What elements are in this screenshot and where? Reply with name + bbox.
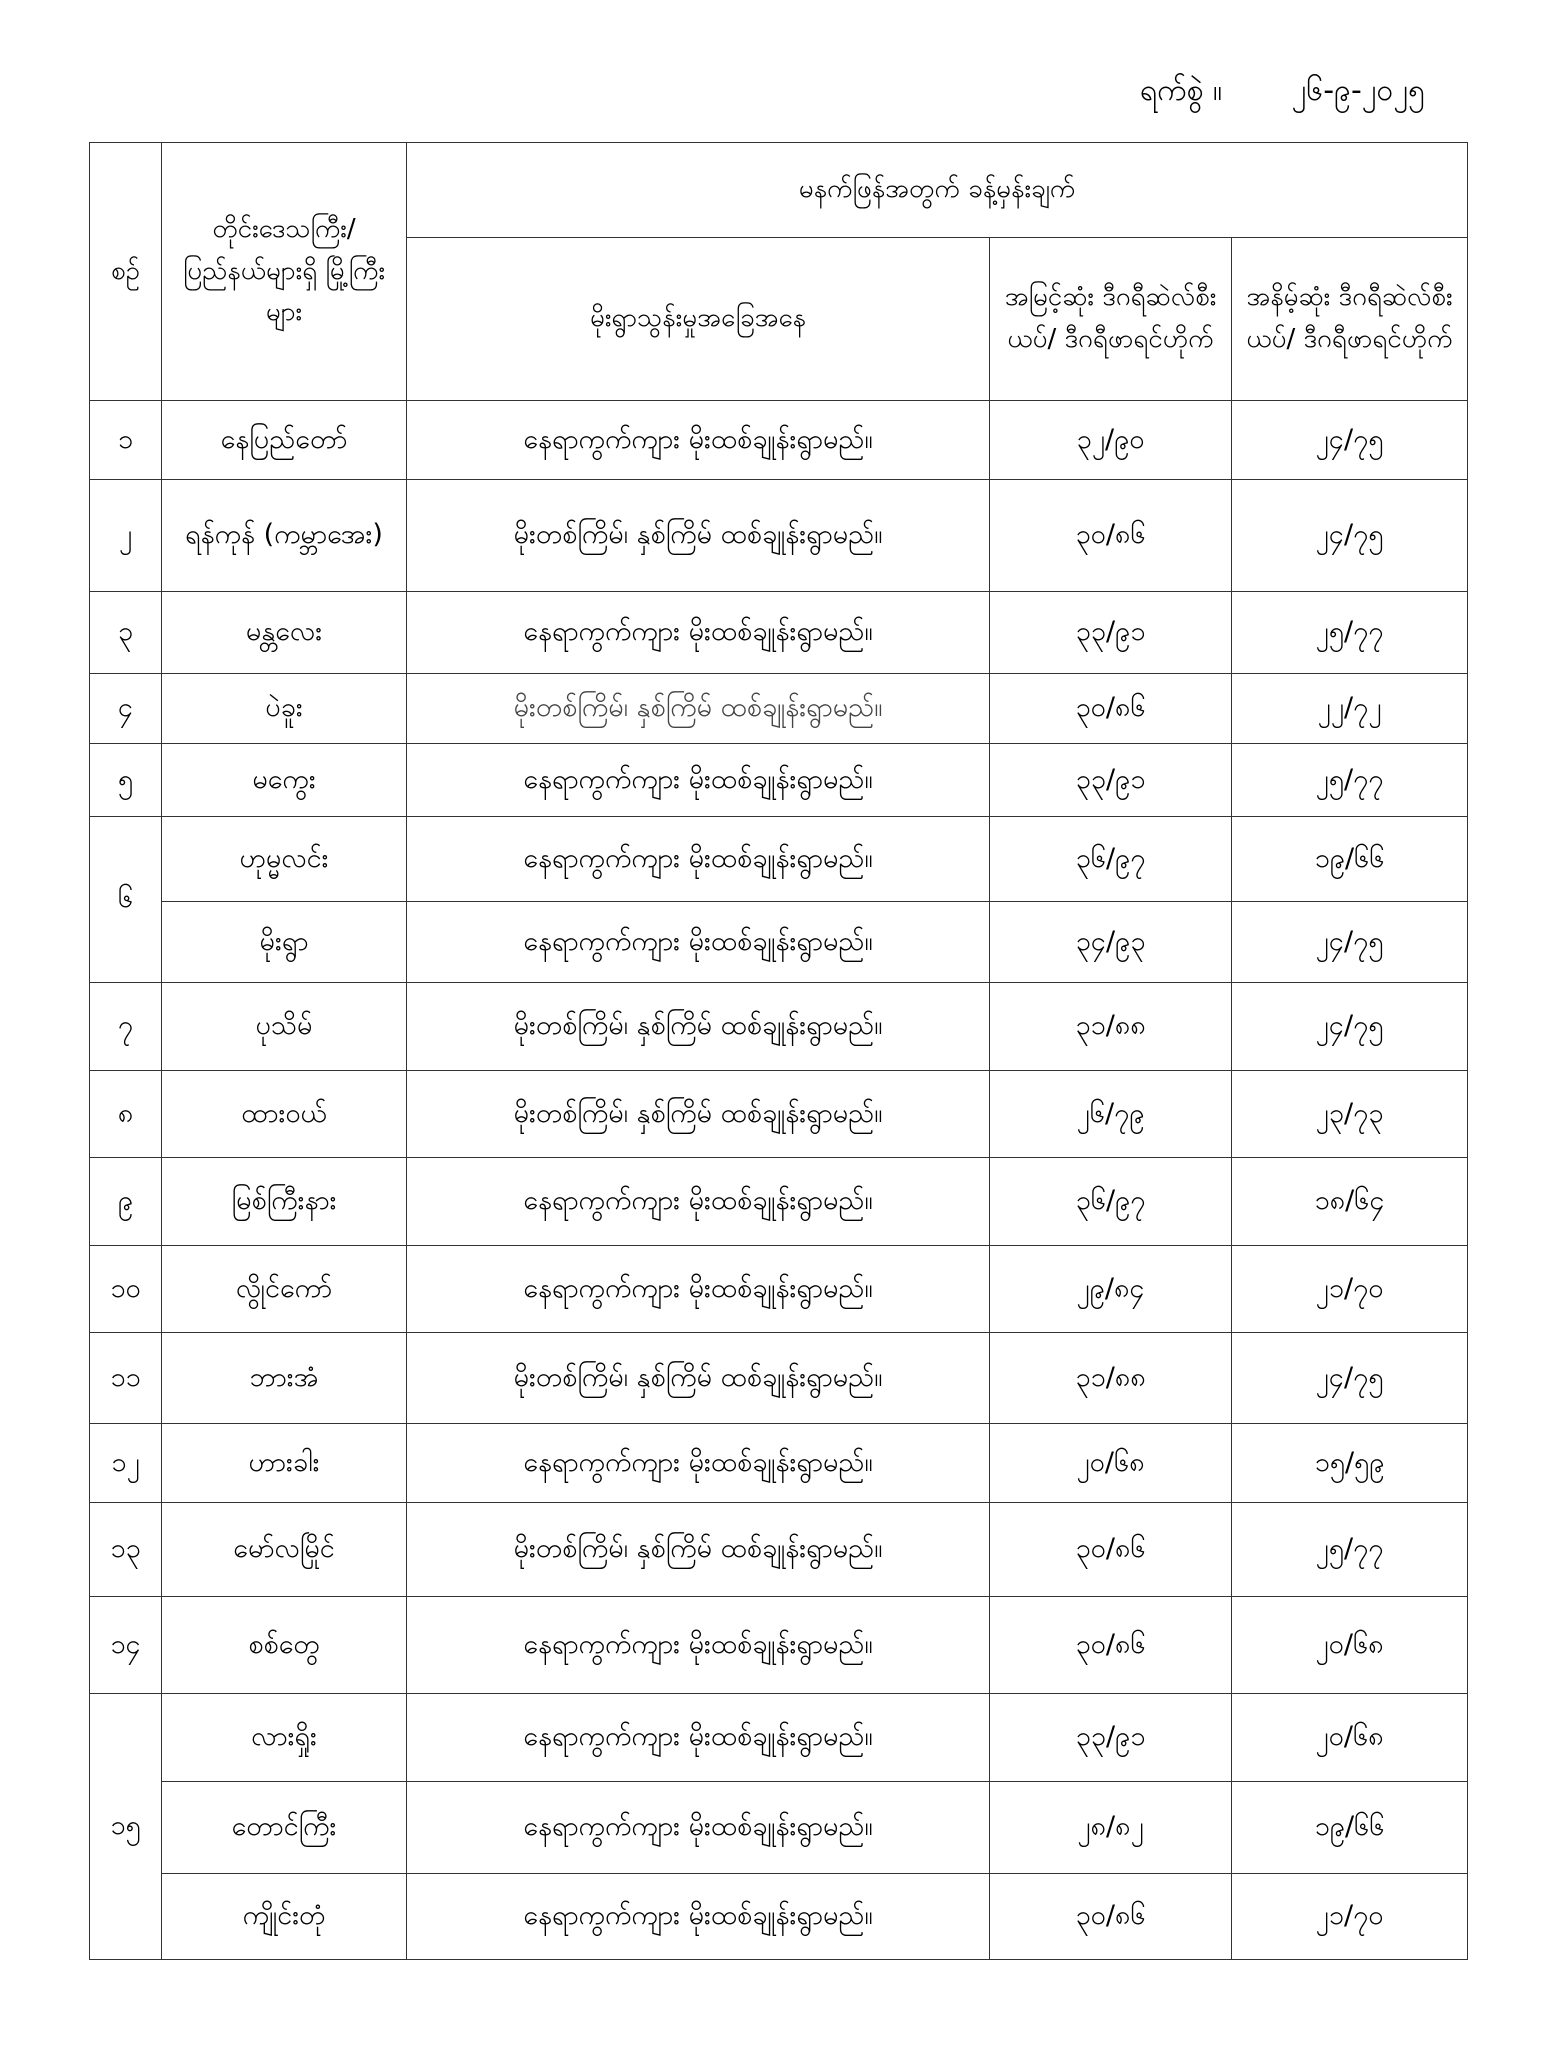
row-min-temp: ၂၂/၇၂ — [1232, 674, 1468, 744]
row-city: ပုသိမ် — [162, 983, 407, 1071]
table-row — [90, 1424, 1468, 1503]
table-row — [90, 1874, 1468, 1960]
row-city: ကျိုင်းတုံ — [162, 1874, 407, 1960]
row-max-temp: ၃၃/၉၁ — [990, 592, 1232, 674]
table-row — [90, 592, 1468, 674]
row-no: ၂ — [90, 480, 162, 592]
row-min-temp: ၁၅/၅၉ — [1232, 1424, 1468, 1503]
row-condition: မိုးတစ်ကြိမ်၊ နှစ်ကြိမ် ထစ်ချုန်းရွာမည်။ — [407, 983, 990, 1071]
row-condition: မိုးတစ်ကြိမ်၊ နှစ်ကြိမ် ထစ်ချုန်းရွာမည်။ — [407, 674, 990, 744]
row-condition: မိုးတစ်ကြိမ်၊ နှစ်ကြိမ် ထစ်ချုန်းရွာမည်။ — [407, 1071, 990, 1158]
row-no: ၃ — [90, 592, 162, 674]
table-row — [90, 1333, 1468, 1424]
table-row — [90, 1071, 1468, 1158]
row-condition: နေရာကွက်ကျား မိုးထစ်ချုန်းရွာမည်။ — [407, 1246, 990, 1333]
header-forecast-group: မနက်ဖြန်အတွက် ခန့်မှန်းချက် — [407, 143, 1468, 238]
row-min-temp: ၂၄/၇၅ — [1232, 1333, 1468, 1424]
row-no: ၉ — [90, 1158, 162, 1246]
row-max-temp: ၂၈/၈၂ — [990, 1782, 1232, 1874]
table-row — [90, 817, 1468, 902]
row-min-temp: ၁၉/၆၆ — [1232, 1782, 1468, 1874]
row-max-temp: ၃၀/၈၆ — [990, 1503, 1232, 1597]
row-no: ၆ — [90, 817, 162, 983]
row-city: မကွေး — [162, 744, 407, 817]
row-max-temp: ၃၁/၈၈ — [990, 1333, 1232, 1424]
row-condition: နေရာကွက်ကျား မိုးထစ်ချုန်းရွာမည်။ — [407, 1597, 990, 1694]
header-max-temp: အမြင့်ဆုံး ဒီဂရီဆဲလ်စီးယပ်/ ဒီဂရီဖာရင်ဟိုက် — [990, 238, 1232, 401]
row-city: မိုးရွာ — [162, 902, 407, 983]
row-min-temp: ၂၀/၆၈ — [1232, 1694, 1468, 1782]
table-row — [90, 983, 1468, 1071]
row-max-temp: ၂၀/၆၈ — [990, 1424, 1232, 1503]
row-no: ၇ — [90, 983, 162, 1071]
row-max-temp: ၃၃/၉၁ — [990, 744, 1232, 817]
table-row — [90, 401, 1468, 480]
header-no: စဉ် — [90, 143, 162, 401]
row-condition: နေရာကွက်ကျား မိုးထစ်ချုန်းရွာမည်။ — [407, 817, 990, 902]
row-condition: မိုးတစ်ကြိမ်၊ နှစ်ကြိမ် ထစ်ချုန်းရွာမည်။ — [407, 480, 990, 592]
row-min-temp: ၂၃/၇၃ — [1232, 1071, 1468, 1158]
row-no: ၁၂ — [90, 1424, 162, 1503]
table-row — [90, 1694, 1468, 1782]
row-min-temp: ၂၁/၇၀ — [1232, 1874, 1468, 1960]
row-condition: နေရာကွက်ကျား မိုးထစ်ချုန်းရွာမည်။ — [407, 1694, 990, 1782]
row-max-temp: ၃၀/၈၆ — [990, 1874, 1232, 1960]
header-condition: မိုးရွာသွန်းမှုအခြေအနေ — [407, 238, 990, 401]
row-max-temp: ၃၂/၉၀ — [990, 401, 1232, 480]
row-min-temp: ၂၅/၇၇ — [1232, 744, 1468, 817]
row-condition: နေရာကွက်ကျား မိုးထစ်ချုန်းရွာမည်။ — [407, 1158, 990, 1246]
row-min-temp: ၂၅/၇၇ — [1232, 1503, 1468, 1597]
row-max-temp: ၃၁/၈၈ — [990, 983, 1232, 1071]
header-city: တိုင်းဒေသကြီး/ ပြည်နယ်များရှိ မြို့ကြီးများ — [162, 143, 407, 401]
date-value: ၂၆-၉-၂၀၂၅ — [1291, 73, 1425, 108]
table-row — [90, 902, 1468, 983]
row-min-temp: ၁၉/၆၆ — [1232, 817, 1468, 902]
row-min-temp: ၁၈/၆၄ — [1232, 1158, 1468, 1246]
row-condition: နေရာကွက်ကျား မိုးထစ်ချုန်းရွာမည်။ — [407, 1874, 990, 1960]
row-min-temp: ၂၄/၇၅ — [1232, 480, 1468, 592]
row-city: လားရှိုး — [162, 1694, 407, 1782]
row-max-temp: ၃၄/၉၃ — [990, 902, 1232, 983]
row-no: ၁၅ — [90, 1694, 162, 1960]
row-city: မြစ်ကြီးနား — [162, 1158, 407, 1246]
row-max-temp: ၃၆/၉၇ — [990, 1158, 1232, 1246]
row-condition: မိုးတစ်ကြိမ်၊ နှစ်ကြိမ် ထစ်ချုန်းရွာမည်။ — [407, 1503, 990, 1597]
forecast-table — [89, 142, 1468, 1960]
row-city: ဘားအံ — [162, 1333, 407, 1424]
table-row — [90, 480, 1468, 592]
row-city: ထားဝယ် — [162, 1071, 407, 1158]
table-row — [90, 1158, 1468, 1246]
date-label: ရက်စွဲ ။ — [1140, 73, 1223, 108]
row-condition: နေရာကွက်ကျား မိုးထစ်ချုန်းရွာမည်။ — [407, 744, 990, 817]
row-city: လွိုင်ကော် — [162, 1246, 407, 1333]
row-no: ၁၃ — [90, 1503, 162, 1597]
row-min-temp: ၂၄/၇၅ — [1232, 983, 1468, 1071]
table-row — [90, 1597, 1468, 1694]
report-date — [1140, 70, 1425, 115]
row-no: ၁ — [90, 401, 162, 480]
row-max-temp: ၃၀/၈၆ — [990, 1597, 1232, 1694]
table-row — [90, 674, 1468, 744]
row-no: ၁၄ — [90, 1597, 162, 1694]
row-condition: နေရာကွက်ကျား မိုးထစ်ချုန်းရွာမည်။ — [407, 592, 990, 674]
row-no: ၁၀ — [90, 1246, 162, 1333]
row-city: တောင်ကြီး — [162, 1782, 407, 1874]
row-city: နေပြည်တော် — [162, 401, 407, 480]
table-row — [90, 1503, 1468, 1597]
row-max-temp: ၂၆/၇၉ — [990, 1071, 1232, 1158]
row-city: ရန်ကုန် (ကမ္ဘာအေး) — [162, 480, 407, 592]
row-city: စစ်တွေ — [162, 1597, 407, 1694]
table-row — [90, 744, 1468, 817]
row-city: ပဲခူး — [162, 674, 407, 744]
table-row — [90, 1782, 1468, 1874]
row-city: ဟားခါး — [162, 1424, 407, 1503]
row-max-temp: ၃၀/၈၆ — [990, 480, 1232, 592]
row-max-temp: ၃၆/၉၇ — [990, 817, 1232, 902]
row-city: မော်လမြိုင် — [162, 1503, 407, 1597]
row-min-temp: ၂၄/၇၅ — [1232, 401, 1468, 480]
row-condition: နေရာကွက်ကျား မိုးထစ်ချုန်းရွာမည်။ — [407, 1782, 990, 1874]
row-min-temp: ၂၅/၇၇ — [1232, 592, 1468, 674]
row-max-temp: ၃၃/၉၁ — [990, 1694, 1232, 1782]
row-min-temp: ၂၁/၇၀ — [1232, 1246, 1468, 1333]
header-min-temp: အနိမ့်ဆုံး ဒီဂရီဆဲလ်စီးယပ်/ ဒီဂရီဖာရင်ဟိုက် — [1232, 238, 1468, 401]
row-condition: နေရာကွက်ကျား မိုးထစ်ချုန်းရွာမည်။ — [407, 902, 990, 983]
row-city: မန္တလေး — [162, 592, 407, 674]
row-max-temp: ၃၀/၈၆ — [990, 674, 1232, 744]
row-max-temp: ၂၉/၈၄ — [990, 1246, 1232, 1333]
row-no: ၅ — [90, 744, 162, 817]
row-condition: မိုးတစ်ကြိမ်၊ နှစ်ကြိမ် ထစ်ချုန်းရွာမည်။ — [407, 1333, 990, 1424]
row-city: ဟုမ္မလင်း — [162, 817, 407, 902]
row-condition: နေရာကွက်ကျား မိုးထစ်ချုန်းရွာမည်။ — [407, 401, 990, 480]
row-min-temp: ၂၄/၇၅ — [1232, 902, 1468, 983]
row-no: ၁၁ — [90, 1333, 162, 1424]
row-condition: နေရာကွက်ကျား မိုးထစ်ချုန်းရွာမည်။ — [407, 1424, 990, 1503]
table-row — [90, 1246, 1468, 1333]
row-min-temp: ၂၀/၆၈ — [1232, 1597, 1468, 1694]
row-no: ၄ — [90, 674, 162, 744]
row-no: ၈ — [90, 1071, 162, 1158]
